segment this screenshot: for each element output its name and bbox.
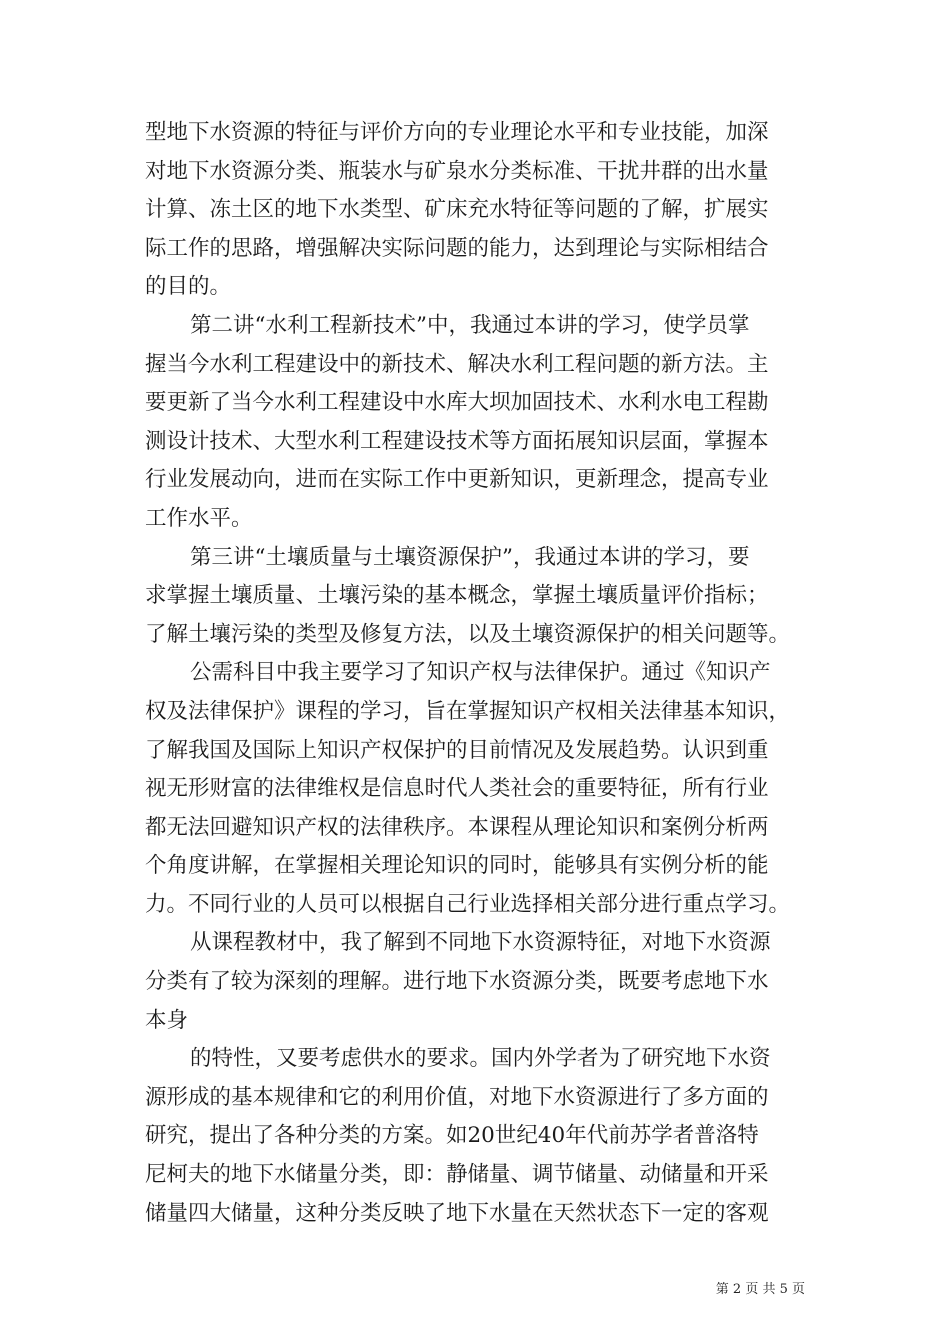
text-line: 了解土壤污染的类型及修复方法，以及土壤资源保护的相关问题等。 [145, 621, 791, 647]
text-line: 本身 [145, 1007, 189, 1033]
text-line: 际工作的思路，增强解决实际问题的能力，达到理论与实际相结合 [145, 235, 769, 261]
text-line: 型地下水资源的特征与评价方向的专业理论水平和专业技能，加深 [145, 120, 769, 145]
text-line: 个角度讲解，在掌握相关理论知识的同时，能够具有实例分析的能 [145, 853, 769, 879]
text-line: 了解我国及国际上知识产权保护的目前情况及发展趋势。认识到重 [145, 737, 769, 763]
text-line: 求掌握土壤质量、土壤污染的基本概念，掌握土壤质量评价指标； [145, 583, 769, 609]
text-line: 握当今水利工程建设中的新技术、解决水利工程问题的新方法。主 [145, 351, 769, 377]
text-line: 源形成的基本规律和它的利用价值，对地下水资源进行了多方面的 [145, 1084, 769, 1110]
text-line: 研究，提出了各种分类的方案。如20世纪40年代前苏学者普洛特 [145, 1123, 759, 1149]
text-line: 视无形财富的法律维权是信息时代人类社会的重要特征，所有行业 [145, 776, 769, 802]
page-footer: 第 2 页 共 5 页 [715, 1282, 805, 1297]
text-line: 行业发展动向，进而在实际工作中更新知识，更新理念，提高专业 [145, 467, 769, 493]
text-line: 计算、冻土区的地下水类型、矿床充水特征等问题的了解，扩展实 [145, 197, 769, 223]
text-line: 权及法律保护》课程的学习，旨在掌握知识产权相关法律基本知识， [145, 698, 791, 724]
text-line: 工作水平。 [145, 505, 253, 531]
text-line: 公需科目中我主要学习了知识产权与法律保护。通过《知识产 [190, 660, 771, 686]
text-line: 第二讲“水利工程新技术”中，我通过本讲的学习，使学员掌 [190, 312, 750, 338]
text-line: 储量四大储量，这种分类反映了地下水量在天然状态下一定的客观 [145, 1200, 769, 1226]
text-line: 的特性，又要考虑供水的要求。国内外学者为了研究地下水资 [190, 1046, 771, 1072]
text-line: 对地下水资源分类、瓶装水与矿泉水分类标准、干扰井群的出水量 [145, 158, 769, 184]
text-line: 尼柯夫的地下水储量分类，即：静储量、调节储量、动储量和开采 [145, 1162, 769, 1188]
text-line: 分类有了较为深刻的理解。进行地下水资源分类，既要考虑地下水 [145, 969, 769, 995]
text-line: 都无法回避知识产权的法律秩序。本课程从理论知识和案例分析两 [145, 814, 769, 840]
text-line: 第三讲“土壤质量与土壤资源保护”，我通过本讲的学习，要 [190, 544, 750, 570]
text-line: 力。不同行业的人员可以根据自己行业选择相关部分进行重点学习。 [145, 891, 791, 917]
text-line: 的目的。 [145, 274, 232, 300]
body-text [145, 114, 810, 1233]
text-line: 要更新了当今水利工程建设中水库大坝加固技术、水利水电工程勘 [145, 390, 769, 416]
text-line: 测设计技术、大型水利工程建设技术等方面拓展知识层面，掌握本 [145, 428, 769, 454]
text-line: 从课程教材中，我了解到不同地下水资源特征，对地下水资源 [190, 930, 771, 956]
